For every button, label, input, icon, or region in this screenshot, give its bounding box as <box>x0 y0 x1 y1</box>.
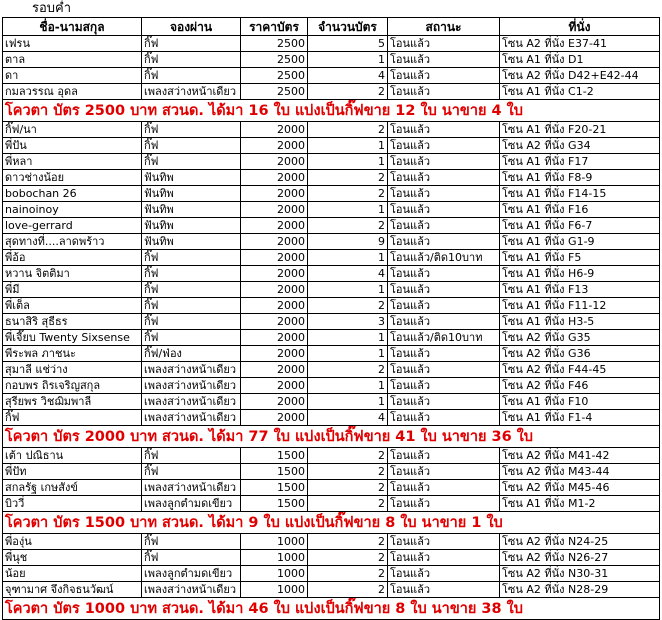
price-cell: 2000 <box>241 282 308 298</box>
quota-summary-text: โควตา บัตร 1500 บาท สวนด. ได้มา 9 ใบ แบ่งเป็นกิ๊ฟขาย 8 ใบ นาขาย 1 ใบ <box>3 512 660 534</box>
price-cell: 2000 <box>241 378 308 394</box>
quantity-cell: 1 <box>308 138 388 154</box>
quota-summary-row <box>3 426 660 448</box>
sheet-title: รอบค่ำ <box>32 1 72 16</box>
quantity-cell: 1 <box>308 52 388 68</box>
name-cell: พี่มี <box>3 282 142 298</box>
price-cell: 2000 <box>241 138 308 154</box>
seat-cell: โซน A2 ที่นั่ง N24-25 <box>500 534 660 550</box>
table-row <box>3 534 660 550</box>
booking-channel-cell: เพลงสว่างหน้าเดียว <box>142 362 241 378</box>
name-cell: สุมาลี แช่ว่าง <box>3 362 142 378</box>
seat-cell: โซน A2 ที่นั่ง N26-27 <box>500 550 660 566</box>
booking-channel-cell: กิ๊ฟ <box>142 550 241 566</box>
quantity-cell: 1 <box>308 202 388 218</box>
table-row <box>3 68 660 84</box>
name-cell: จุฑามาศ จึงกิจธนวัฒน์ <box>3 582 142 598</box>
seat-cell: โซน A1 ที่นั่ง F8-9 <box>500 170 660 186</box>
quantity-cell: 2 <box>308 170 388 186</box>
seat-cell: โซน A1 ที่นั่ง F5 <box>500 250 660 266</box>
booking-channel-cell: เพลงลูกตำมดเขียว <box>142 566 241 582</box>
header-status: สถานะ <box>388 18 500 36</box>
quantity-cell: 1 <box>308 154 388 170</box>
booking-channel-cell: เพลงสว่างหน้าเดียว <box>142 378 241 394</box>
quantity-cell: 2 <box>308 464 388 480</box>
status-cell: โอนแล้ว <box>388 52 500 68</box>
table-row <box>3 250 660 266</box>
booking-channel-cell: กิ๊ฟ <box>142 250 241 266</box>
price-cell: 2500 <box>241 52 308 68</box>
status-cell: โอนแล้ว <box>388 464 500 480</box>
table-row <box>3 186 660 202</box>
quantity-cell: 1 <box>308 378 388 394</box>
quantity-cell: 2 <box>308 218 388 234</box>
status-cell: โอนแล้ว <box>388 266 500 282</box>
seat-cell: โซน A1 ที่นั่ง F16 <box>500 202 660 218</box>
seat-cell: โซน A2 ที่นั่ง D42+E42-44 <box>500 68 660 84</box>
name-cell: ตาล <box>3 52 142 68</box>
booking-channel-cell: กิ๊ฟ <box>142 464 241 480</box>
quota-summary-text: โควตา บัตร 2000 บาท สวนด. ได้มา 77 ใบ แบ่งเป็นกิ๊ฟขาย 41 ใบ นาขาย 36 ใบ <box>3 426 660 448</box>
quantity-cell: 2 <box>308 84 388 100</box>
quantity-cell: 5 <box>308 36 388 52</box>
status-cell: โอนแล้ว <box>388 154 500 170</box>
seat-cell: โซน A1 ที่นั่ง F6-7 <box>500 218 660 234</box>
quota-summary-text: โควตา บัตร 2500 บาท สวนด. ได้มา 16 ใบ แบ่งเป็นกิ๊ฟขาย 12 ใบ นาขาย 4 ใบ <box>3 100 660 122</box>
seat-cell: โซน A1 ที่นั่ง F20-21 <box>500 122 660 138</box>
price-cell: 1000 <box>241 550 308 566</box>
booking-channel-cell: กิ๊ฟ <box>142 52 241 68</box>
table-row <box>3 282 660 298</box>
price-cell: 2000 <box>241 330 308 346</box>
table-row <box>3 582 660 598</box>
price-cell: 2500 <box>241 36 308 52</box>
table-row <box>3 138 660 154</box>
price-cell: 2000 <box>241 122 308 138</box>
table-row <box>3 346 660 362</box>
booking-channel-cell: กิ๊ฟ <box>142 154 241 170</box>
status-cell: โอนแล้ว <box>388 138 500 154</box>
quota-summary-text: โควตา บัตร 1000 บาท สวนด. ได้มา 46 ใบ แบ่งเป็นกิ๊ฟขาย 8 ใบ นาขาย 38 ใบ <box>3 598 660 620</box>
seat-cell: โซน A1 ที่นั่ง H6-9 <box>500 266 660 282</box>
price-cell: 2000 <box>241 266 308 282</box>
seat-cell: โซน A2 ที่นั่ง G35 <box>500 330 660 346</box>
seat-cell: โซน A2 ที่นั่ง M43-44 <box>500 464 660 480</box>
name-cell: พี่อ้อ <box>3 250 142 266</box>
table-row <box>3 52 660 68</box>
price-cell: 2000 <box>241 202 308 218</box>
price-cell: 2500 <box>241 68 308 84</box>
booking-channel-cell: เพลงสว่างหน้าเดียว <box>142 394 241 410</box>
table-row <box>3 410 660 426</box>
quota-summary-row <box>3 512 660 534</box>
quantity-cell: 4 <box>308 410 388 426</box>
booking-channel-cell: ฟันทิพ <box>142 170 241 186</box>
quantity-cell: 1 <box>308 330 388 346</box>
price-cell: 1000 <box>241 566 308 582</box>
booking-channel-cell: กิ๊ฟ/ฟ่อง <box>142 346 241 362</box>
price-cell: 2000 <box>241 314 308 330</box>
name-cell: love-gerrard <box>3 218 142 234</box>
booking-channel-cell: กิ๊ฟ <box>142 298 241 314</box>
name-cell: nainoinoy <box>3 202 142 218</box>
name-cell: สุรียพร วิชฌิมพาลี <box>3 394 142 410</box>
status-cell: โอนแล้ว <box>388 582 500 598</box>
quantity-cell: 2 <box>308 186 388 202</box>
name-cell: ดา <box>3 68 142 84</box>
header-quantity: จำนวนบัตร <box>308 18 388 36</box>
price-cell: 2000 <box>241 346 308 362</box>
seat-cell: โซน A1 ที่นั่ง H3-5 <box>500 314 660 330</box>
name-cell: สกลรัฐ เกษสังข์ <box>3 480 142 496</box>
header-seat: ที่นั่ง <box>500 18 660 36</box>
booking-channel-cell: เพลงสว่างหน้าเดียว <box>142 84 241 100</box>
status-cell: โอนแล้ว <box>388 36 500 52</box>
booking-channel-cell: กิ๊ฟ <box>142 330 241 346</box>
booking-channel-cell: กิ๊ฟ <box>142 68 241 84</box>
table-row <box>3 464 660 480</box>
status-cell: โอนแล้ว <box>388 550 500 566</box>
booking-channel-cell: กิ๊ฟ <box>142 36 241 52</box>
status-cell: โอนแล้ว <box>388 186 500 202</box>
seat-cell: โซน A1 ที่นั่ง F17 <box>500 154 660 170</box>
seat-cell: โซน A1 ที่นั่ง D1 <box>500 52 660 68</box>
seat-cell: โซน A2 ที่นั่ง M45-46 <box>500 480 660 496</box>
status-cell: โอนแล้ว/ติด10บาท <box>388 250 500 266</box>
table-row <box>3 496 660 512</box>
quantity-cell: 2 <box>308 496 388 512</box>
table-row <box>3 314 660 330</box>
table-row <box>3 378 660 394</box>
seat-cell: โซน A1 ที่นั่ง C1-2 <box>500 84 660 100</box>
name-cell: พี่ปัท <box>3 464 142 480</box>
name-cell: เฟรน <box>3 36 142 52</box>
booking-channel-cell: กิ๊ฟ <box>142 314 241 330</box>
table-row <box>3 566 660 582</box>
status-cell: โอนแล้ว <box>388 298 500 314</box>
booking-channel-cell: กิ๊ฟ <box>142 138 241 154</box>
table-row <box>3 480 660 496</box>
status-cell: โอนแล้ว <box>388 84 500 100</box>
seat-cell: โซน A1 ที่นั่ง F14-15 <box>500 186 660 202</box>
status-cell: โอนแล้ว <box>388 534 500 550</box>
status-cell: โอนแล้ว <box>388 410 500 426</box>
quota-summary-row <box>3 100 660 122</box>
table-row <box>3 266 660 282</box>
table-row <box>3 234 660 250</box>
quantity-cell: 2 <box>308 550 388 566</box>
name-cell: น้อย <box>3 566 142 582</box>
price-cell: 2000 <box>241 298 308 314</box>
table-row <box>3 202 660 218</box>
name-cell: บิววี่ <box>3 496 142 512</box>
status-cell: โอนแล้ว <box>388 480 500 496</box>
seat-cell: โซน A2 ที่นั่ง F46 <box>500 378 660 394</box>
name-cell: หวาน จิตติมา <box>3 266 142 282</box>
name-cell: กมลวรรณ อุดล <box>3 84 142 100</box>
booking-channel-cell: เพลงลูกตำมดเขียว <box>142 496 241 512</box>
price-cell: 2000 <box>241 250 308 266</box>
price-cell: 2000 <box>241 410 308 426</box>
status-cell: โอนแล้ว <box>388 170 500 186</box>
table-row <box>3 298 660 314</box>
seat-cell: โซน A1 ที่นั่ง F1-4 <box>500 410 660 426</box>
price-cell: 1500 <box>241 448 308 464</box>
quantity-cell: 2 <box>308 122 388 138</box>
quantity-cell: 2 <box>308 480 388 496</box>
quantity-cell: 3 <box>308 314 388 330</box>
header-price: ราคาบัตร <box>241 18 308 36</box>
quantity-cell: 9 <box>308 234 388 250</box>
name-cell: พี่หลา <box>3 154 142 170</box>
table-row <box>3 394 660 410</box>
price-cell: 2000 <box>241 362 308 378</box>
seat-cell: โซน A2 ที่นั่ง G34 <box>500 138 660 154</box>
quantity-cell: 2 <box>308 448 388 464</box>
name-cell: กอบพร ถิรเจริญสกุล <box>3 378 142 394</box>
quantity-cell: 2 <box>308 582 388 598</box>
name-cell: เต้า ปณิธาน <box>3 448 142 464</box>
booking-table <box>2 17 660 620</box>
status-cell: โอนแล้ว <box>388 68 500 84</box>
status-cell: โอนแล้ว <box>388 362 500 378</box>
status-cell: โอนแล้ว <box>388 496 500 512</box>
table-row <box>3 170 660 186</box>
status-cell: โอนแล้ว <box>388 202 500 218</box>
booking-channel-cell: ฟันทิพ <box>142 234 241 250</box>
table-row <box>3 330 660 346</box>
name-cell: พี่ปัน <box>3 138 142 154</box>
booking-channel-cell: ฟันทิพ <box>142 202 241 218</box>
name-cell: กิ๊ฟ <box>3 410 142 426</box>
table-row <box>3 362 660 378</box>
status-cell: โอนแล้ว <box>388 378 500 394</box>
seat-cell: โซน A2 ที่นั่ง N28-29 <box>500 582 660 598</box>
booking-channel-cell: กิ๊ฟ <box>142 122 241 138</box>
price-cell: 2000 <box>241 218 308 234</box>
quota-summary-row <box>3 598 660 620</box>
status-cell: โอนแล้ว <box>388 218 500 234</box>
table-row <box>3 448 660 464</box>
seat-cell: โซน A1 ที่นั่ง G1-9 <box>500 234 660 250</box>
booking-channel-cell: กิ๊ฟ <box>142 282 241 298</box>
name-cell: พีระพล ภาชนะ <box>3 346 142 362</box>
quantity-cell: 1 <box>308 346 388 362</box>
quantity-cell: 4 <box>308 266 388 282</box>
status-cell: โอนแล้ว <box>388 122 500 138</box>
seat-cell: โซน A2 ที่นั่ง M41-42 <box>500 448 660 464</box>
name-cell: พี่นุช <box>3 550 142 566</box>
seat-cell: โซน A2 ที่นั่ง E37-41 <box>500 36 660 52</box>
price-cell: 1000 <box>241 534 308 550</box>
status-cell: โอนแล้ว <box>388 346 500 362</box>
name-cell: พี่องุ่น <box>3 534 142 550</box>
booking-channel-cell: เพลงสว่างหน้าเดียว <box>142 410 241 426</box>
seat-cell: โซน A2 ที่นั่ง N30-31 <box>500 566 660 582</box>
table-row <box>3 218 660 234</box>
seat-cell: โซน A1 ที่นั่ง M1-2 <box>500 496 660 512</box>
price-cell: 2000 <box>241 170 308 186</box>
seat-cell: โซน A1 ที่นั่ง F10 <box>500 394 660 410</box>
quantity-cell: 4 <box>308 68 388 84</box>
table-row <box>3 154 660 170</box>
status-cell: โอนแล้ว <box>388 448 500 464</box>
price-cell: 2000 <box>241 234 308 250</box>
status-cell: โอนแล้ว <box>388 566 500 582</box>
price-cell: 2500 <box>241 84 308 100</box>
booking-channel-cell: เพลงสว่างหน้าเดียว <box>142 582 241 598</box>
price-cell: 2000 <box>241 394 308 410</box>
name-cell: bobochan 26 <box>3 186 142 202</box>
booking-channel-cell: ฟันทิพ <box>142 218 241 234</box>
booking-channel-cell: กิ๊ฟ <box>142 266 241 282</box>
name-cell: ดาวช่างน้อย <box>3 170 142 186</box>
name-cell: พี่เต็ล <box>3 298 142 314</box>
price-cell: 1500 <box>241 464 308 480</box>
seat-cell: โซน A2 ที่นั่ง F44-45 <box>500 362 660 378</box>
booking-channel-cell: กิ๊ฟ <box>142 448 241 464</box>
status-cell: โอนแล้ว <box>388 314 500 330</box>
name-cell: กิ๊ฟ/นา <box>3 122 142 138</box>
price-cell: 1000 <box>241 582 308 598</box>
name-cell: พี่เจี๊ยบ Twenty Sixsense <box>3 330 142 346</box>
header-booking: จองผ่าน <box>142 18 241 36</box>
quantity-cell: 2 <box>308 362 388 378</box>
quantity-cell: 1 <box>308 282 388 298</box>
table-row <box>3 84 660 100</box>
status-cell: โอนแล้ว <box>388 282 500 298</box>
booking-channel-cell: เพลงสว่างหน้าเดียว <box>142 480 241 496</box>
price-cell: 1500 <box>241 496 308 512</box>
header-row <box>3 18 660 36</box>
price-cell: 2000 <box>241 154 308 170</box>
price-cell: 1500 <box>241 480 308 496</box>
quantity-cell: 1 <box>308 394 388 410</box>
seat-cell: โซน A1 ที่นั่ง F11-12 <box>500 298 660 314</box>
status-cell: โอนแล้ว/ติด10บาท <box>388 330 500 346</box>
table-row <box>3 122 660 138</box>
name-cell: ธนาสิริ สุธีธร <box>3 314 142 330</box>
seat-cell: โซน A1 ที่นั่ง F13 <box>500 282 660 298</box>
header-name: ชื่อ-นามสกุล <box>3 18 142 36</box>
status-cell: โอนแล้ว <box>388 234 500 250</box>
seat-cell: โซน A2 ที่นั่ง G36 <box>500 346 660 362</box>
price-cell: 2000 <box>241 186 308 202</box>
table-row <box>3 36 660 52</box>
table-row <box>3 550 660 566</box>
status-cell: โอนแล้ว <box>388 394 500 410</box>
name-cell: สุดทางที่....ลาดพร้าว <box>3 234 142 250</box>
quantity-cell: 2 <box>308 298 388 314</box>
booking-channel-cell: ฟันทิพ <box>142 186 241 202</box>
booking-channel-cell: กิ๊ฟ <box>142 534 241 550</box>
quantity-cell: 1 <box>308 250 388 266</box>
quantity-cell: 2 <box>308 534 388 550</box>
quantity-cell: 2 <box>308 566 388 582</box>
